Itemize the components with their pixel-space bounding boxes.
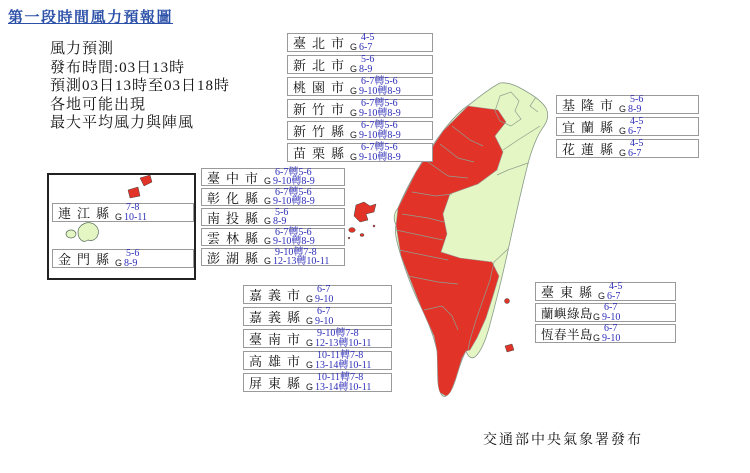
gust-prefix-label: G (350, 107, 358, 118)
gust-wind-value: G 6-7 (350, 41, 373, 53)
county-name-label: 臺南市 (249, 332, 307, 347)
wind-values (350, 55, 374, 74)
gust-prefix-label: G (350, 151, 358, 162)
wind-values (306, 329, 371, 348)
gust-prefix-label: G (264, 256, 272, 266)
avg-wind-value: 5-6 (126, 248, 140, 259)
gust-wind-value: G 12-13轉10-11 (306, 337, 372, 349)
gust-prefix-label: G (350, 85, 358, 96)
gust-wind-value: G 13-14轉10-11 (306, 381, 372, 393)
forecast-group-offshore (52, 203, 194, 222)
wind-values (350, 121, 401, 140)
gust-prefix-label: G (598, 290, 606, 301)
gust-prefix-label: G (264, 176, 272, 186)
wind-values (264, 208, 288, 227)
county-name-label: 新竹縣 (293, 124, 351, 139)
wind-values (350, 143, 401, 162)
avg-wind-value: 10-11轉7-8 (317, 372, 364, 383)
avg-wind-value: 4-5 (630, 138, 644, 149)
forecast-box-changhua-county (201, 188, 345, 206)
wind-values (619, 139, 643, 158)
forecast-box-taitung-county (535, 282, 676, 301)
info-line: 風力預測 (50, 41, 115, 57)
avg-wind-value: 6-7轉5-6 (275, 226, 312, 238)
page-title: 第一段時間風力預報圖 (8, 9, 174, 26)
gust-prefix-label: G (350, 41, 358, 52)
gust-prefix-label: G (593, 311, 601, 322)
county-name-label: 澎湖縣 (207, 250, 265, 266)
gust-wind-value: G 9-10轉8-9 (350, 129, 401, 141)
county-name-label: 宜蘭縣 (562, 120, 620, 135)
county-name-label: 臺中市 (207, 170, 265, 186)
forecast-box-new-taipei-city (287, 55, 433, 74)
forecast-box-yilan-county (556, 117, 699, 136)
wind-values (306, 351, 371, 370)
gust-prefix-label: G (619, 103, 627, 114)
wind-values (115, 203, 147, 222)
wind-values (598, 282, 622, 301)
avg-wind-value: 5-6 (630, 94, 644, 105)
forecast-box-hsinchu-city (287, 99, 433, 118)
avg-wind-value: 6-7 (317, 306, 331, 317)
gust-prefix-label: G (619, 125, 627, 136)
gust-prefix-label: G (619, 147, 627, 158)
county-name-label: 嘉義市 (249, 288, 307, 303)
wind-values (115, 249, 139, 268)
gust-prefix-label: G (264, 196, 272, 206)
gust-wind-value: G 9-10 (306, 293, 334, 305)
forecast-box-taichung-city (201, 168, 345, 186)
forecast-box-taipei-city (287, 33, 433, 52)
gust-wind-value: G 6-7 (619, 125, 642, 137)
avg-wind-value: 6-7轉5-6 (275, 186, 312, 198)
forecast-box-hualien-county (556, 139, 699, 158)
county-name-label: 金門縣 (58, 252, 116, 267)
avg-wind-value: 4-5 (361, 32, 375, 43)
info-line: 各地可能出現 (50, 96, 147, 113)
gust-wind-value: G 9-10 (306, 315, 334, 327)
green-island (505, 299, 510, 304)
county-name-label: 蘭嶼綠島 (541, 306, 594, 321)
forecast-box-nantou-county (201, 208, 345, 226)
gust-prefix-label: G (350, 129, 358, 140)
avg-wind-value: 6-7轉5-6 (361, 120, 398, 131)
county-name-label: 新竹市 (293, 102, 351, 117)
gust-wind-value: G 9-10轉8-9 (350, 151, 401, 163)
penghu-islands (348, 202, 376, 239)
wind-values (350, 99, 401, 118)
avg-wind-value: 6-7轉5-6 (361, 142, 398, 153)
forecast-box-kaohsiung-city (243, 351, 392, 370)
wind-values (264, 248, 329, 267)
avg-wind-value: 7-8 (126, 202, 140, 213)
avg-wind-value: 6-7 (604, 302, 618, 313)
forecast-box-pingtung-county (243, 373, 392, 392)
gust-prefix-label: G (306, 359, 314, 370)
wind-values (264, 188, 315, 207)
avg-wind-value: 4-5 (630, 116, 644, 127)
gust-wind-value: G 8-9 (115, 257, 138, 269)
forecast-group-east (556, 95, 699, 158)
wind-values (350, 33, 374, 52)
avg-wind-value: 4-5 (609, 281, 623, 292)
info-line: 發布時間:03日13時 (50, 59, 186, 76)
county-name-label: 連江縣 (58, 206, 116, 221)
forecast-box-chiayi-city (243, 285, 392, 304)
gust-wind-value: G 9-10轉8-9 (264, 176, 315, 187)
county-name-label: 苗栗縣 (293, 146, 351, 161)
gust-prefix-label: G (306, 381, 314, 392)
wind-values (593, 303, 620, 322)
avg-wind-value: 5-6 (361, 54, 375, 65)
county-name-label: 臺東縣 (541, 285, 599, 300)
county-name-label: 臺北市 (293, 36, 351, 51)
wind-values (264, 168, 315, 187)
gust-wind-value: G 9-10轉8-9 (264, 196, 315, 207)
avg-wind-value: 6-7轉5-6 (361, 76, 398, 87)
county-name-label: 雲林縣 (207, 230, 265, 246)
forecast-box-tainan-city (243, 329, 392, 348)
avg-wind-value: 6-7 (317, 284, 331, 295)
avg-wind-value: 6-7轉5-6 (275, 166, 312, 178)
gust-wind-value: G 6-7 (619, 147, 642, 159)
gust-prefix-label: G (264, 216, 272, 226)
county-name-label: 恆春半島 (541, 327, 594, 342)
gust-prefix-label: G (264, 236, 272, 246)
county-name-label: 高雄市 (249, 354, 307, 369)
wind-values (350, 77, 401, 96)
forecast-group-west (201, 168, 345, 266)
forecast-box-lanyu-ludao (535, 303, 676, 322)
forecast-box-chiayi-county (243, 307, 392, 326)
gust-wind-value: G 8-9 (619, 103, 642, 115)
county-name-label: 新北市 (293, 58, 351, 73)
forecast-box-miaoli-county (287, 143, 433, 162)
forecast-box-taoyuan-city (287, 77, 433, 96)
county-name-label: 花蓮縣 (562, 142, 620, 157)
gust-wind-value: G 10-11 (115, 211, 147, 223)
gust-wind-value: G 9-10 (593, 311, 621, 323)
gust-wind-value: G 8-9 (350, 63, 373, 75)
gust-prefix-label: G (115, 257, 123, 268)
forecast-box-hengchun-peninsula (535, 324, 676, 343)
forecast-group-offshore-kinmen (52, 249, 194, 268)
gust-wind-value: G 9-10轉8-9 (350, 107, 401, 119)
wind-values (306, 373, 371, 392)
wind-values (306, 307, 333, 326)
avg-wind-value: 6-7 (604, 323, 618, 334)
info-line: 預測03日13時至03日18時 (50, 78, 231, 94)
forecast-group-north (287, 33, 433, 162)
forecast-box-keelung-city (556, 95, 699, 114)
gust-prefix-label: G (593, 332, 601, 343)
forecast-group-southeast (535, 282, 676, 343)
county-name-label: 嘉義縣 (249, 310, 307, 325)
gust-prefix-label: G (306, 315, 314, 326)
gust-wind-value: G 6-7 (598, 290, 621, 302)
orchid-island (505, 344, 514, 352)
gust-wind-value: G 8-9 (264, 216, 287, 227)
wind-values (306, 285, 333, 304)
county-name-label: 彰化縣 (207, 190, 265, 206)
county-name-label: 屏東縣 (249, 376, 307, 391)
avg-wind-value: 9-10轉7-8 (275, 246, 317, 258)
wind-values (593, 324, 620, 343)
gust-prefix-label: G (306, 293, 314, 304)
forecast-info (50, 40, 230, 133)
info-line: 最大平均風力與陣風 (50, 115, 195, 131)
forecast-box-lienchiang-county (52, 203, 194, 222)
forecast-box-hsinchu-county (287, 121, 433, 140)
gust-prefix-label: G (115, 211, 123, 222)
wind-values (264, 228, 315, 247)
county-name-label: 南投縣 (207, 210, 265, 226)
avg-wind-value: 10-11轉7-8 (317, 350, 364, 361)
gust-prefix-label: G (350, 63, 358, 74)
forecast-group-south (243, 285, 392, 392)
wind-values (619, 95, 643, 114)
gust-wind-value: G 13-14轉10-11 (306, 359, 372, 371)
avg-wind-value: 5-6 (275, 206, 289, 218)
gust-wind-value: G 9-10轉8-9 (264, 236, 315, 247)
issuer-label: 交通部中央氣象署發布 (483, 433, 643, 448)
county-name-label: 基隆市 (562, 98, 620, 113)
county-name-label: 桃園市 (293, 80, 351, 95)
gust-wind-value: G 12-13轉10-11 (264, 256, 330, 267)
forecast-box-kinmen-county (52, 249, 194, 268)
gust-wind-value: G 9-10 (593, 332, 621, 344)
gust-wind-value: G 9-10轉8-9 (350, 85, 401, 97)
forecast-box-penghu-county (201, 248, 345, 266)
wind-values (619, 117, 643, 136)
avg-wind-value: 6-7轉5-6 (361, 98, 398, 109)
forecast-box-yunlin-county (201, 228, 345, 246)
gust-prefix-label: G (306, 337, 314, 348)
avg-wind-value: 9-10轉7-8 (317, 328, 359, 339)
